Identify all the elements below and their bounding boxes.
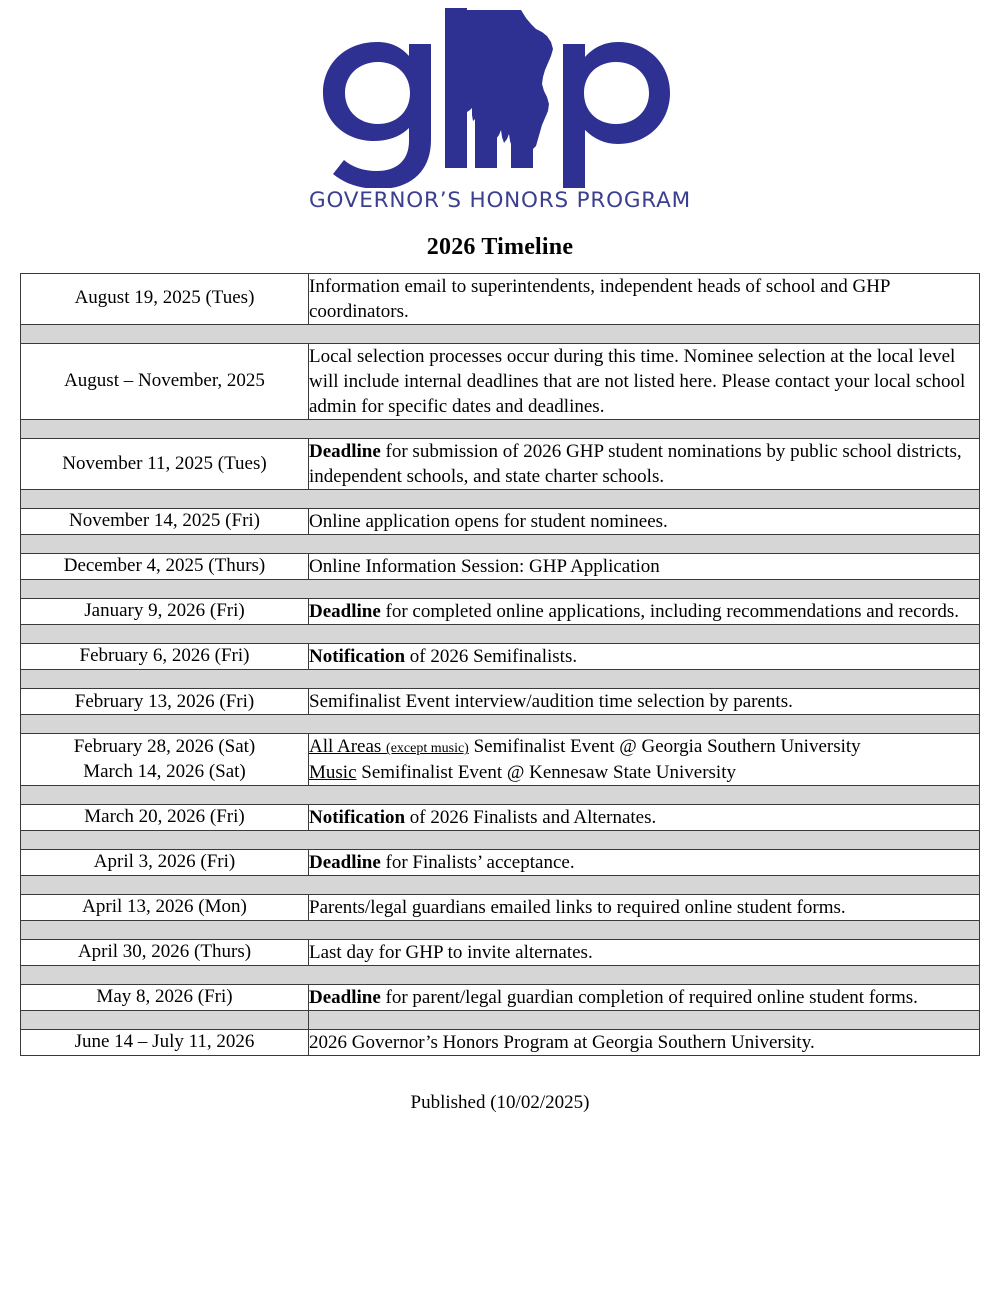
description-text: of 2026 Finalists and Alternates. — [405, 806, 657, 828]
table-spacer-row — [21, 830, 980, 849]
emphasis-label: Deadline — [309, 851, 381, 873]
timeline-description-cell — [309, 1029, 980, 1055]
description-text: for Finalists’ acceptance. — [380, 851, 575, 873]
spacer-cell — [21, 920, 980, 939]
timeline-description-cell — [309, 273, 980, 324]
table-spacer-row — [21, 670, 980, 689]
spacer-cell — [21, 965, 980, 984]
description-text: for submission of 2026 GHP student nominations by public school districts, independent schools, and state charter schools. — [309, 440, 962, 487]
description-text: Semifinalist Event @ Georgia Southern University — [468, 736, 861, 758]
timeline-description-cell — [309, 849, 980, 875]
timeline-date-cell: June 14 – July 11, 2026 — [21, 1029, 309, 1055]
table-spacer-row — [21, 785, 980, 804]
table-spacer-row — [21, 920, 980, 939]
table-row — [21, 343, 980, 419]
timeline-table-container — [0, 273, 1000, 1057]
table-row — [21, 554, 980, 580]
table-row — [21, 599, 980, 625]
timeline-date-cell: February 13, 2026 (Fri) — [21, 689, 309, 715]
emphasis-label: Notification — [309, 806, 406, 828]
timeline-description-cell — [309, 734, 980, 785]
table-row — [21, 273, 980, 324]
spacer-cell — [21, 625, 980, 644]
table-row — [21, 894, 980, 920]
timeline-description-cell — [309, 894, 980, 920]
timeline-date-cell: April 3, 2026 (Fri) — [21, 849, 309, 875]
table-row — [21, 804, 980, 830]
spacer-cell — [21, 875, 980, 894]
timeline-date-cell: November 11, 2025 (Tues) — [21, 438, 309, 489]
description-text: Parents/legal guardians emailed links to required online student forms. — [309, 896, 846, 918]
timeline-date-cell: April 13, 2026 (Mon) — [21, 894, 309, 920]
timeline-date-cell: December 4, 2025 (Thurs) — [21, 554, 309, 580]
timeline-date-cell: April 30, 2026 (Thurs) — [21, 939, 309, 965]
timeline-date-cell: May 8, 2026 (Fri) — [21, 984, 309, 1010]
underlined-label: Music — [309, 761, 357, 783]
table-spacer-row — [21, 324, 980, 343]
timeline-description-cell — [309, 984, 980, 1010]
underlined-parenthetical: (except music) — [386, 741, 469, 757]
description-text: for parent/legal guardian completion of required online student forms. — [380, 986, 918, 1008]
timeline-description-line — [309, 760, 979, 785]
description-text: of 2026 Semifinalists. — [405, 646, 578, 668]
timeline-description-cell — [309, 939, 980, 965]
spacer-cell — [21, 324, 980, 343]
description-text: Online application opens for student nominees. — [309, 511, 668, 533]
description-text: Semifinalist Event interview/audition time selection by parents. — [309, 691, 793, 713]
emphasis-label: Deadline — [309, 986, 381, 1008]
description-text: Information email to superintendents, independent heads of school and GHP coordinators. — [309, 275, 890, 322]
timeline-date-cell: March 20, 2026 (Fri) — [21, 804, 309, 830]
table-spacer-row — [21, 535, 980, 554]
table-row — [21, 939, 980, 965]
timeline-date-cell: August – November, 2025 — [21, 343, 309, 419]
spacer-cell — [21, 580, 980, 599]
spacer-cell — [21, 715, 980, 734]
description-text: for completed online applications, including recommendations and records. — [380, 601, 960, 623]
timeline-description-cell — [309, 343, 980, 419]
table-spacer-row — [21, 965, 980, 984]
spacer-cell — [21, 419, 980, 438]
timeline-description-line — [309, 734, 979, 759]
page-title: 2026 Timeline — [426, 233, 574, 260]
description-text: 2026 Governor’s Honors Program at Georgia Southern University. — [309, 1031, 815, 1053]
timeline-date-cell: November 14, 2025 (Fri) — [21, 509, 309, 535]
description-text: Last day for GHP to invite alternates. — [309, 941, 593, 963]
emphasis-label: Deadline — [309, 601, 381, 623]
table-row — [21, 984, 980, 1010]
emphasis-label: Deadline — [309, 440, 381, 462]
spacer-cell — [21, 830, 980, 849]
table-row — [21, 438, 980, 489]
timeline-date-line: February 28, 2026 (Sat) — [73, 735, 256, 757]
table-spacer-row — [21, 875, 980, 894]
logo-subtitle: GOVERNOR’S HONORS PROGRAM — [308, 188, 692, 213]
emphasis-label: Notification — [309, 646, 406, 668]
description-text: Online Information Session: GHP Application — [309, 556, 660, 578]
timeline-description-cell — [309, 644, 980, 670]
spacer-cell — [21, 1010, 309, 1029]
spacer-cell — [309, 1010, 980, 1029]
timeline-description-cell — [309, 689, 980, 715]
table-row — [21, 509, 980, 535]
table-spacer-row — [21, 625, 980, 644]
spacer-cell — [21, 670, 980, 689]
timeline-description-cell — [309, 554, 980, 580]
ghp-logo — [0, 0, 1000, 212]
table-row — [21, 689, 980, 715]
underlined-label: All Areas — [309, 736, 387, 758]
timeline-description-cell — [309, 438, 980, 489]
table-spacer-row — [21, 419, 980, 438]
timeline-table — [20, 273, 980, 1057]
timeline-date-cell: January 9, 2026 (Fri) — [21, 599, 309, 625]
table-row — [21, 1029, 980, 1055]
description-text: Semifinalist Event @ Kennesaw State University — [356, 761, 736, 783]
ghp-logo-mark — [315, 8, 685, 188]
timeline-description-cell — [309, 599, 980, 625]
spacer-cell — [21, 785, 980, 804]
timeline-description-cell — [309, 509, 980, 535]
table-row — [21, 644, 980, 670]
table-row — [21, 849, 980, 875]
published-date: Published (10/02/2025) — [410, 1092, 590, 1114]
table-spacer-row — [21, 490, 980, 509]
table-spacer-row — [21, 580, 980, 599]
timeline-date-line: March 14, 2026 (Sat) — [83, 760, 246, 782]
timeline-date-cell — [21, 734, 309, 785]
timeline-date-cell: August 19, 2025 (Tues) — [21, 273, 309, 324]
table-row — [21, 734, 980, 785]
timeline-description-cell — [309, 804, 980, 830]
spacer-cell — [21, 535, 980, 554]
table-spacer-row — [21, 715, 980, 734]
timeline-date-cell: February 6, 2026 (Fri) — [21, 644, 309, 670]
spacer-cell — [21, 490, 980, 509]
description-text: Local selection processes occur during this time. Nominee selection at the local level will include internal deadlines that are not listed here. Please contact your local school admin for specific dates and deadlines. — [309, 345, 966, 417]
table-spacer-row — [21, 1010, 980, 1029]
